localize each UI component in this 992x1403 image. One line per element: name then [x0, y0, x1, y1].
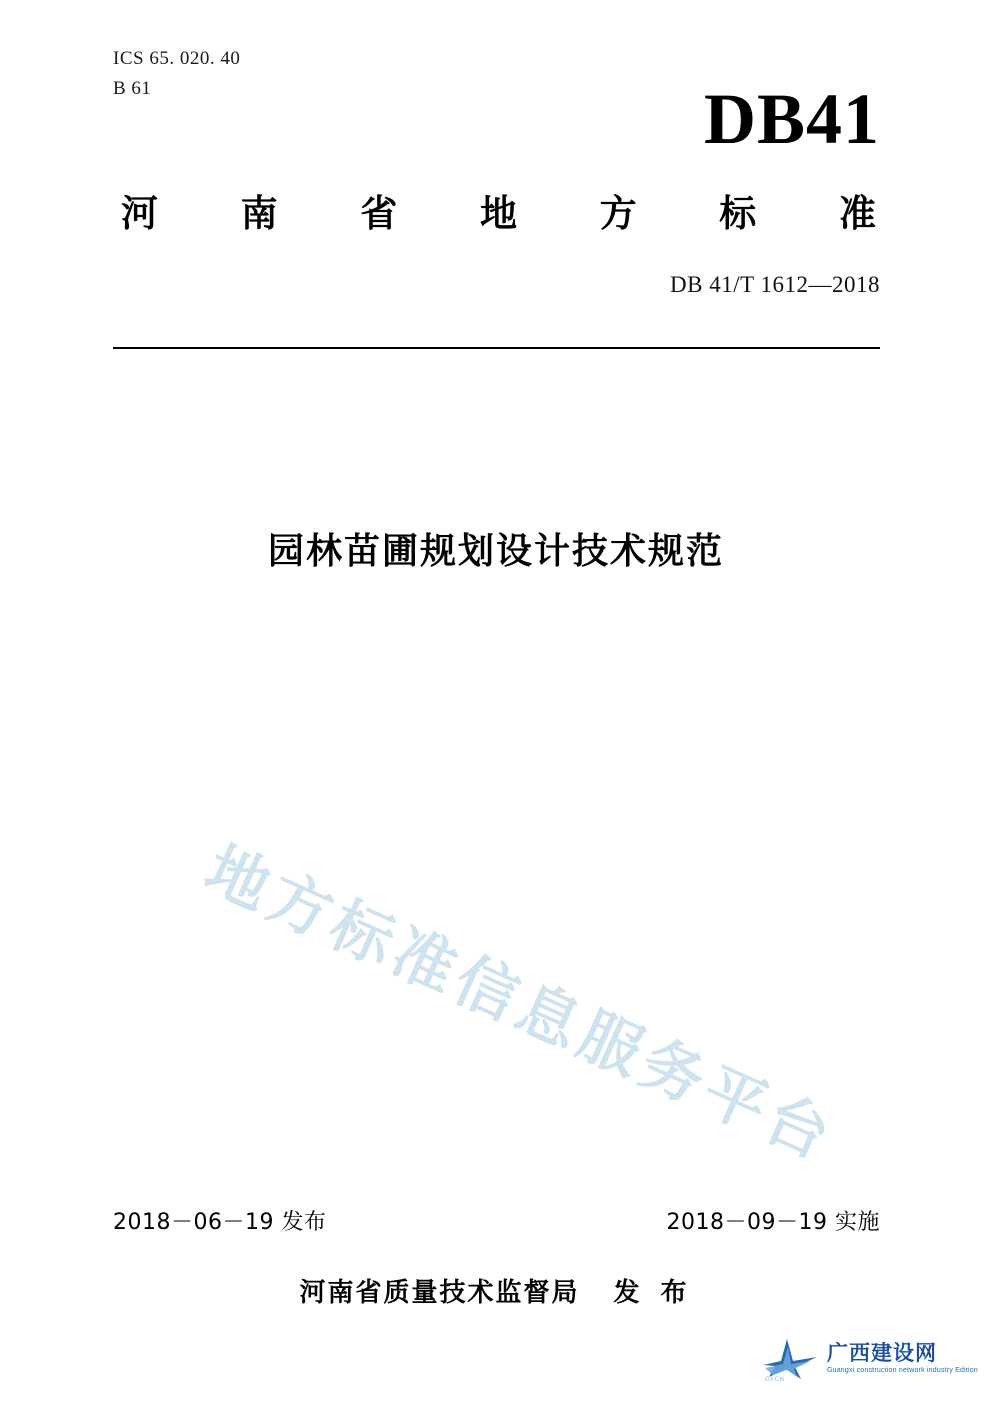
province-char-3: 地 — [479, 192, 517, 235]
site-logo-text — [827, 1341, 978, 1375]
issuer-action: 发 布 — [613, 1278, 693, 1308]
province-standard-heading — [113, 190, 880, 238]
star-icon — [761, 1335, 819, 1381]
province-char-2: 省 — [360, 192, 398, 235]
province-char-0: 河 — [121, 192, 158, 235]
header-divider — [113, 347, 880, 349]
site-logo-name-en: Guangxi construction network industry Edition — [826, 1367, 978, 1375]
standard-number: DB 41/T 1612—2018 — [670, 272, 880, 297]
watermark-text: 地方标准信息服务平台 — [195, 831, 846, 1176]
issue-date: 2018－06－19 发布 — [113, 1210, 327, 1235]
province-char-5: 标 — [719, 192, 757, 235]
site-logo — [761, 1335, 978, 1381]
effective-date: 2018－09－19 实施 — [666, 1210, 880, 1235]
publication-dates — [113, 1208, 880, 1238]
issuer-line — [0, 1275, 992, 1311]
standard-logo: DB41 — [703, 79, 880, 159]
classification-codes — [113, 44, 240, 104]
province-char-4: 方 — [599, 192, 637, 235]
star-label: GXCN — [764, 1377, 785, 1383]
category-code: B 61 — [113, 78, 152, 99]
site-logo-name-cn: 广西建设网 — [826, 1340, 937, 1365]
province-char-1: 南 — [240, 192, 278, 235]
province-char-6: 准 — [838, 192, 876, 235]
ics-code: ICS 65. 020. 40 — [113, 48, 241, 69]
page-title: 园林苗圃规划设计技术规范 — [267, 531, 724, 572]
issuer-name: 河南省质量技术监督局 — [299, 1278, 580, 1308]
